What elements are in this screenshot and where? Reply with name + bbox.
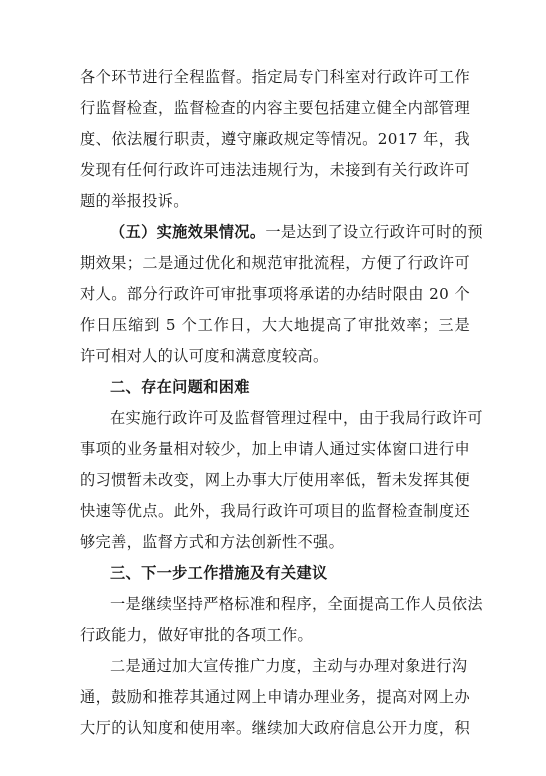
text-line: 度、依法履行职责，遵守廉政规定等情况。2017 年，我 [80, 130, 470, 148]
paragraph-effect [80, 217, 483, 372]
text-line: 够完善，监督方式和方法创新性不强。 [80, 533, 345, 551]
text-line: 题的举报投诉。 [80, 192, 189, 210]
text-line: 快速等优点。此外，我局行政许可项目的监督检查制度还 [80, 502, 470, 520]
text-line: 许可相对人的认可度和满意度较高。 [80, 347, 329, 365]
section-heading-next-steps: 三、下一步工作措施及有关建议 [110, 564, 328, 582]
text-line: 行监督检查，监督检查的内容主要包括建立健全内部管理 [80, 99, 470, 117]
text-line: 事项的业务量相对较少，加上申请人通过实体窗口进行申 [80, 440, 470, 458]
text-line: 各个环节进行全程监督。指定局专门科室对行政许可工作 [80, 68, 470, 86]
text-line: 大厅的认知度和使用率。继续加大政府信息公开力度，积 [80, 719, 470, 737]
text-line: 二是通过加大宣传推广力度，主动与办理对象进行沟 [110, 657, 468, 675]
text-line: 行政能力，做好审批的各项工作。 [80, 626, 314, 644]
text-line: 对人。部分行政许可审批事项将承诺的办结时限由 20 个 [80, 285, 470, 303]
section-lead-bold: （五）实施效果情况。 [110, 223, 266, 241]
text-line: 发现有任何行政许可违法违规行为，未接到有关行政许可 [80, 161, 470, 179]
text-line: 的习惯暂未改变，网上办事大厅使用率低，暂未发挥其便 [80, 471, 470, 489]
text-line: 作日压缩到 5 个工作日，大大地提高了审批效率；三是 [80, 316, 470, 334]
paragraph-measure-two [80, 651, 470, 744]
text-line [80, 217, 483, 248]
text-line: 通，鼓励和推荐其通过网上申请办理业务，提高对网上办 [80, 688, 470, 706]
document-page [80, 62, 483, 744]
text-line: 一是继续坚持严格标准和程序，全面提高工作人员依法 [110, 595, 483, 613]
section-heading-problems: 二、存在问题和困难 [110, 378, 250, 396]
text-span: 一是达到了设立行政许可时的预 [265, 223, 483, 241]
text-line: 期效果；二是通过优化和规范审批流程，方便了行政许可 [80, 254, 470, 272]
paragraph-problems [80, 403, 483, 558]
paragraph-supervision [80, 62, 470, 217]
text-line: 在实施行政许可及监督管理过程中，由于我局行政许可 [110, 409, 483, 427]
paragraph-measure-one [80, 589, 483, 651]
